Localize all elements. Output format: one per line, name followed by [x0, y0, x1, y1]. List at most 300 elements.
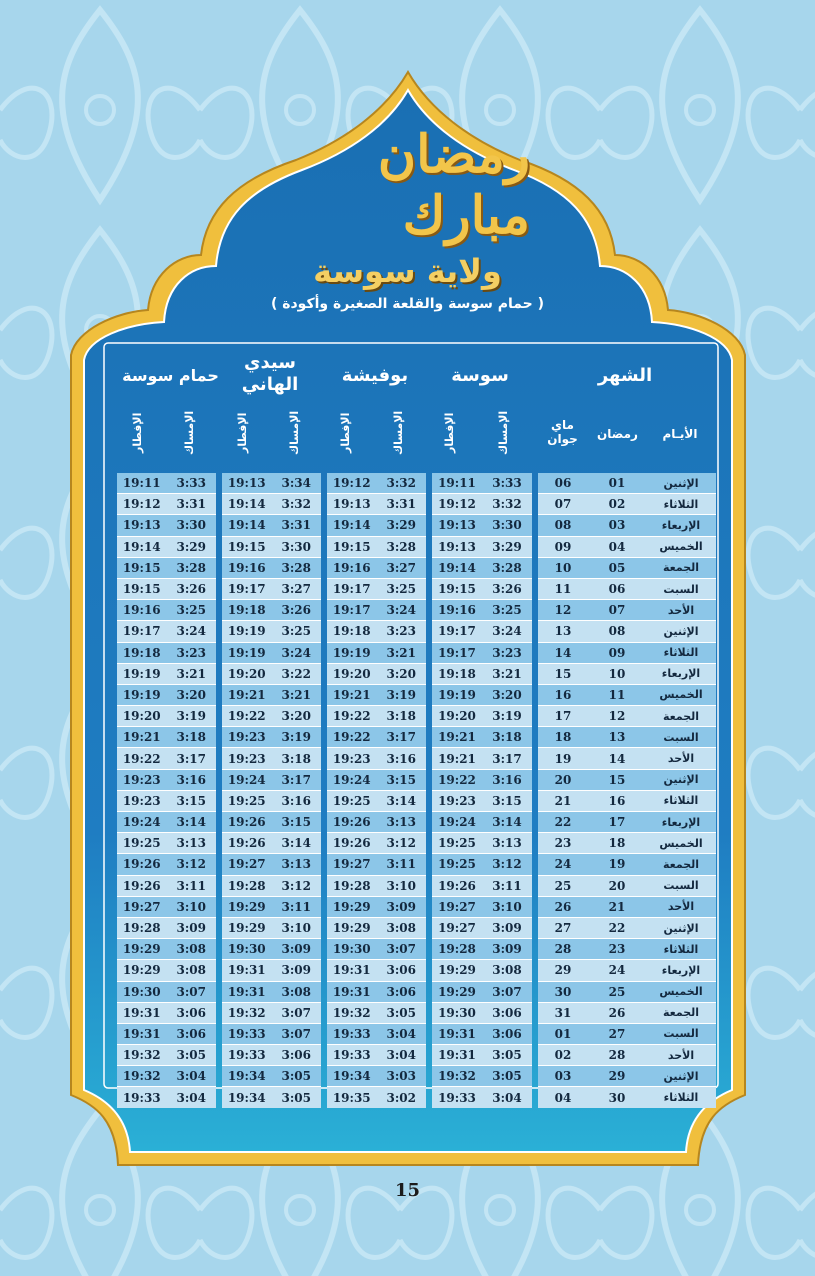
- table-row: [117, 514, 216, 535]
- imsak-cell: 3:09: [492, 921, 522, 936]
- iftar-cell: 19:26: [122, 878, 161, 893]
- table-row: [432, 578, 532, 599]
- table-row: [432, 811, 532, 832]
- imsak-cell: 3:11: [176, 878, 206, 893]
- iftar-cell: 19:23: [227, 730, 266, 745]
- iftar-cell: 19:17: [227, 582, 266, 597]
- imsak-cell: 3:32: [281, 497, 311, 512]
- table-row: [117, 981, 216, 1002]
- gregorian-day-cell: 25: [554, 878, 572, 893]
- imsak-cell: 3:07: [386, 942, 416, 957]
- ramadan-day-cell: 23: [608, 942, 626, 957]
- day-name-cell: الإثنين: [663, 921, 699, 935]
- table-row: [327, 917, 426, 938]
- table-row: [432, 473, 532, 493]
- iftar-cell: 19:16: [332, 560, 371, 575]
- table-row: [222, 959, 321, 980]
- iftar-cell: 19:27: [122, 899, 161, 914]
- iftar-cell: 19:26: [122, 857, 161, 872]
- day-name-cell: الخميس: [659, 688, 703, 702]
- imsak-cell: 3:08: [176, 963, 206, 978]
- table-row: [538, 875, 716, 896]
- imsak-cell: 3:05: [281, 1090, 311, 1105]
- iftar-cell: 19:28: [438, 942, 476, 957]
- iftar-cell: 19:35: [332, 1090, 371, 1105]
- table-row: [222, 578, 321, 599]
- table-row: [327, 811, 426, 832]
- imsak-cell: 3:28: [386, 539, 416, 554]
- imsak-cell: 3:13: [281, 857, 311, 872]
- table-row: [117, 599, 216, 620]
- imsak-cell: 3:05: [281, 1069, 311, 1084]
- gregorian-day-cell: 28: [554, 942, 572, 957]
- table-row: [432, 769, 532, 790]
- imsak-cell: 3:10: [386, 878, 416, 893]
- header-bouficha: بوفيشة: [341, 365, 409, 386]
- table-row: [432, 1002, 532, 1023]
- table-row: [432, 1044, 532, 1065]
- iftar-cell: 19:15: [122, 560, 161, 575]
- iftar-cell: 19:29: [332, 921, 371, 936]
- day-name-cell: الأحد: [667, 603, 695, 617]
- page-title: ولاية سوسة: [313, 252, 502, 290]
- table-row: [538, 663, 716, 684]
- iftar-cell: 19:31: [122, 1005, 161, 1020]
- iftar-cell: 19:21: [438, 751, 476, 766]
- subheader-ramadan: رمضان: [597, 427, 638, 441]
- table-row: [432, 557, 532, 578]
- iftar-cell: 19:32: [122, 1069, 161, 1084]
- table-row: [327, 557, 426, 578]
- imsak-cell: 3:21: [176, 666, 206, 681]
- imsak-cell: 3:19: [492, 709, 522, 724]
- subheader-may: ماي: [551, 418, 574, 432]
- table-row: [538, 959, 716, 980]
- table-row: [538, 493, 716, 514]
- imsak-cell: 3:17: [281, 772, 311, 787]
- imsak-cell: 3:09: [281, 963, 311, 978]
- day-name-cell: الثلاثاء: [663, 1091, 699, 1105]
- imsak-cell: 3:11: [386, 857, 416, 872]
- imsak-cell: 3:07: [281, 1026, 311, 1041]
- table-row: [222, 853, 321, 874]
- table-row: [432, 832, 532, 853]
- table-row: [222, 705, 321, 726]
- subheader-sidi-imsak: الإمساك: [288, 410, 301, 456]
- iftar-cell: 19:20: [227, 666, 266, 681]
- day-name-cell: الجمعة: [662, 561, 700, 575]
- gregorian-day-cell: 18: [554, 730, 572, 745]
- table-row: [222, 811, 321, 832]
- table-row: [432, 1086, 532, 1107]
- imsak-cell: 3:24: [281, 645, 311, 660]
- iftar-cell: 19:14: [227, 518, 266, 533]
- table-row: [538, 514, 716, 535]
- table-row: [222, 1086, 321, 1107]
- imsak-cell: 3:12: [492, 857, 522, 872]
- table-row: [432, 663, 532, 684]
- table-row: [117, 620, 216, 641]
- imsak-cell: 3:04: [176, 1090, 206, 1105]
- day-name-cell: الإربعاء: [661, 518, 701, 532]
- table-row: [222, 620, 321, 641]
- imsak-cell: 3:18: [176, 730, 206, 745]
- table-row: [432, 642, 532, 663]
- table-row: [432, 493, 532, 514]
- table-row: [327, 536, 426, 557]
- table-row: [327, 938, 426, 959]
- table-sousse: [432, 473, 532, 1108]
- ramadan-day-cell: 15: [608, 772, 626, 787]
- imsak-cell: 3:22: [281, 666, 311, 681]
- table-row: [327, 1065, 426, 1086]
- iftar-cell: 19:23: [438, 793, 476, 808]
- iftar-cell: 19:30: [122, 984, 161, 999]
- iftar-cell: 19:34: [332, 1069, 371, 1084]
- imsak-cell: 3:17: [386, 730, 416, 745]
- imsak-cell: 3:23: [492, 645, 522, 660]
- table-row: [222, 684, 321, 705]
- iftar-cell: 19:15: [122, 582, 161, 597]
- imsak-cell: 3:15: [281, 815, 311, 830]
- imsak-cell: 3:33: [492, 476, 522, 491]
- imsak-cell: 3:09: [281, 942, 311, 957]
- imsak-cell: 3:19: [386, 687, 416, 702]
- imsak-cell: 3:33: [176, 476, 206, 491]
- table-row: [538, 705, 716, 726]
- subheader-sousse-imsak: الإمساك: [497, 410, 510, 456]
- imsak-cell: 3:20: [386, 666, 416, 681]
- iftar-cell: 19:26: [438, 878, 476, 893]
- iftar-cell: 19:26: [227, 815, 266, 830]
- iftar-cell: 19:14: [122, 539, 161, 554]
- table-row: [117, 959, 216, 980]
- iftar-cell: 19:27: [227, 857, 266, 872]
- imsak-cell: 3:05: [386, 1005, 416, 1020]
- iftar-cell: 19:25: [122, 836, 161, 851]
- imsak-cell: 3:24: [492, 624, 522, 639]
- iftar-cell: 19:29: [122, 942, 161, 957]
- iftar-cell: 19:31: [438, 1048, 476, 1063]
- ramadan-day-cell: 11: [608, 687, 626, 702]
- table-row: [432, 599, 532, 620]
- imsak-cell: 3:18: [492, 730, 522, 745]
- imsak-cell: 3:26: [492, 582, 522, 597]
- ramadan-day-cell: 27: [608, 1026, 626, 1041]
- subheader-bouficha-iftar: الإفطار: [339, 412, 352, 454]
- imsak-cell: 3:06: [281, 1048, 311, 1063]
- table-row: [327, 981, 426, 1002]
- iftar-cell: 19:18: [438, 666, 476, 681]
- table-row: [327, 1023, 426, 1044]
- imsak-cell: 3:21: [281, 687, 311, 702]
- ramadan-day-cell: 16: [608, 793, 626, 808]
- imsak-cell: 3:30: [492, 518, 522, 533]
- table-row: [538, 811, 716, 832]
- day-name-cell: الأحد: [667, 1048, 695, 1062]
- imsak-cell: 3:29: [492, 539, 522, 554]
- ramadan-day-cell: 12: [608, 709, 626, 724]
- iftar-cell: 19:30: [332, 942, 371, 957]
- table-row: [117, 705, 216, 726]
- table-row: [538, 642, 716, 663]
- iftar-cell: 19:23: [332, 751, 371, 766]
- day-name-cell: السبت: [663, 879, 699, 893]
- iftar-cell: 19:14: [438, 560, 476, 575]
- table-row: [117, 1065, 216, 1086]
- imsak-cell: 3:04: [386, 1026, 416, 1041]
- table-row: [538, 726, 716, 747]
- header-month: الشهر: [597, 365, 653, 386]
- imsak-cell: 3:08: [281, 984, 311, 999]
- day-name-cell: الخميس: [659, 540, 703, 554]
- table-row: [538, 747, 716, 768]
- table-row: [538, 981, 716, 1002]
- day-name-cell: الإربعاء: [661, 815, 701, 829]
- table-row: [117, 493, 216, 514]
- imsak-cell: 3:19: [281, 730, 311, 745]
- day-name-cell: الأحد: [667, 900, 695, 914]
- table-row: [117, 684, 216, 705]
- ramadan-day-cell: 28: [608, 1048, 626, 1063]
- subheader-may-june: [540, 418, 585, 446]
- gregorian-day-cell: 01: [554, 1026, 572, 1041]
- table-row: [222, 938, 321, 959]
- imsak-cell: 3:34: [281, 476, 311, 491]
- iftar-cell: 19:15: [438, 582, 476, 597]
- table-row: [117, 1023, 216, 1044]
- imsak-cell: 3:17: [176, 751, 206, 766]
- imsak-cell: 3:19: [176, 709, 206, 724]
- gregorian-day-cell: 02: [554, 1048, 572, 1063]
- imsak-cell: 3:05: [492, 1048, 522, 1063]
- ramadan-day-cell: 10: [608, 666, 626, 681]
- iftar-cell: 19:34: [227, 1090, 266, 1105]
- table-row: [117, 769, 216, 790]
- gregorian-day-cell: 31: [554, 1005, 572, 1020]
- iftar-cell: 19:28: [122, 921, 161, 936]
- iftar-cell: 19:29: [438, 984, 476, 999]
- imsak-cell: 3:03: [386, 1069, 416, 1084]
- iftar-cell: 19:25: [227, 793, 266, 808]
- imsak-cell: 3:02: [386, 1090, 416, 1105]
- ramadan-day-cell: 04: [608, 539, 626, 554]
- iftar-cell: 19:26: [332, 836, 371, 851]
- table-row: [538, 620, 716, 641]
- iftar-cell: 19:21: [122, 730, 161, 745]
- iftar-cell: 19:27: [438, 921, 476, 936]
- imsak-cell: 3:04: [386, 1048, 416, 1063]
- day-name-cell: السبت: [663, 1027, 699, 1041]
- day-name-cell: الأحد: [667, 752, 695, 766]
- table-row: [538, 684, 716, 705]
- iftar-cell: 19:25: [438, 857, 476, 872]
- iftar-cell: 19:21: [438, 730, 476, 745]
- table-row: [432, 896, 532, 917]
- imsak-cell: 3:32: [386, 476, 416, 491]
- iftar-cell: 19:16: [438, 603, 476, 618]
- imsak-cell: 3:13: [492, 836, 522, 851]
- iftar-cell: 19:19: [332, 645, 371, 660]
- day-name-cell: الثلاثاء: [663, 942, 699, 956]
- imsak-cell: 3:20: [281, 709, 311, 724]
- subheader-bouficha-imsak: الإمساك: [392, 410, 405, 456]
- table-row: [538, 790, 716, 811]
- iftar-cell: 19:29: [332, 899, 371, 914]
- iftar-cell: 19:29: [227, 899, 266, 914]
- iftar-cell: 19:19: [122, 666, 161, 681]
- table-row: [327, 578, 426, 599]
- imsak-cell: 3:28: [281, 560, 311, 575]
- imsak-cell: 3:06: [176, 1026, 206, 1041]
- table-row: [538, 832, 716, 853]
- imsak-cell: 3:15: [176, 793, 206, 808]
- table-row: [117, 875, 216, 896]
- gregorian-day-cell: 11: [554, 582, 572, 597]
- iftar-cell: 19:30: [227, 942, 266, 957]
- iftar-cell: 19:14: [332, 518, 371, 533]
- iftar-cell: 19:34: [227, 1069, 266, 1084]
- table-row: [222, 726, 321, 747]
- gregorian-day-cell: 23: [554, 836, 572, 851]
- day-name-cell: الإربعاء: [661, 667, 701, 681]
- imsak-cell: 3:28: [176, 560, 206, 575]
- table-row: [538, 1023, 716, 1044]
- imsak-cell: 3:09: [386, 899, 416, 914]
- iftar-cell: 19:11: [438, 476, 476, 491]
- table-row: [222, 493, 321, 514]
- table-row: [538, 557, 716, 578]
- subheader-sidi-iftar: الإفطار: [236, 412, 249, 454]
- iftar-cell: 19:24: [122, 815, 161, 830]
- header-sousse: سوسة: [451, 365, 509, 386]
- ramadan-day-cell: 24: [608, 963, 626, 978]
- iftar-cell: 19:24: [227, 772, 266, 787]
- iftar-cell: 19:32: [332, 1005, 371, 1020]
- iftar-cell: 19:15: [332, 539, 371, 554]
- iftar-cell: 19:19: [438, 687, 476, 702]
- imsak-cell: 3:12: [281, 878, 311, 893]
- imsak-cell: 3:10: [176, 899, 206, 914]
- gregorian-day-cell: 03: [554, 1069, 572, 1084]
- imsak-cell: 3:10: [281, 921, 311, 936]
- gregorian-day-cell: 27: [554, 921, 572, 936]
- table-row: [222, 917, 321, 938]
- gregorian-day-cell: 09: [554, 539, 572, 554]
- imsak-cell: 3:29: [176, 539, 206, 554]
- iftar-cell: 19:33: [227, 1048, 266, 1063]
- ramadan-day-cell: 05: [608, 560, 626, 575]
- imsak-cell: 3:25: [492, 603, 522, 618]
- table-row: [432, 981, 532, 1002]
- imsak-cell: 3:26: [176, 582, 206, 597]
- ramadan-mubarak-calligraphy: رمضان مبارك: [377, 124, 530, 246]
- iftar-cell: 19:21: [332, 687, 371, 702]
- iftar-cell: 19:32: [438, 1069, 476, 1084]
- imsak-cell: 3:06: [492, 1026, 522, 1041]
- imsak-cell: 3:16: [492, 772, 522, 787]
- iftar-cell: 19:29: [122, 963, 161, 978]
- iftar-cell: 19:12: [332, 476, 371, 491]
- header-sidi-el-hani: [225, 352, 315, 396]
- ramadan-day-cell: 17: [608, 815, 626, 830]
- iftar-cell: 19:31: [438, 1026, 476, 1041]
- imsak-cell: 3:25: [176, 603, 206, 618]
- table-row: [327, 620, 426, 641]
- imsak-cell: 3:31: [281, 518, 311, 533]
- table-row: [432, 536, 532, 557]
- page-subtitle: ( حمام سوسة والقلعة الصغيرة وأكودة ): [270, 296, 545, 312]
- imsak-cell: 3:20: [176, 687, 206, 702]
- iftar-cell: 19:32: [227, 1005, 266, 1020]
- table-row: [222, 514, 321, 535]
- imsak-cell: 3:15: [492, 793, 522, 808]
- table-row: [222, 832, 321, 853]
- imsak-cell: 3:16: [281, 793, 311, 808]
- table-row: [222, 642, 321, 663]
- imsak-cell: 3:07: [492, 984, 522, 999]
- table-row: [432, 917, 532, 938]
- iftar-cell: 19:27: [438, 899, 476, 914]
- iftar-cell: 19:22: [438, 772, 476, 787]
- table-row: [117, 642, 216, 663]
- imsak-cell: 3:27: [386, 560, 416, 575]
- imsak-cell: 3:09: [176, 921, 206, 936]
- iftar-cell: 19:24: [332, 772, 371, 787]
- iftar-cell: 19:22: [227, 709, 266, 724]
- table-row: [327, 896, 426, 917]
- table-bouficha: [327, 473, 426, 1108]
- day-name-cell: الإثنين: [663, 624, 699, 638]
- imsak-cell: 3:25: [386, 582, 416, 597]
- imsak-cell: 3:11: [492, 878, 522, 893]
- ramadan-day-cell: 25: [608, 984, 626, 999]
- table-row: [222, 790, 321, 811]
- iftar-cell: 19:20: [438, 709, 476, 724]
- table-row: [432, 875, 532, 896]
- gregorian-day-cell: 08: [554, 518, 572, 533]
- ramadan-day-cell: 30: [608, 1090, 626, 1105]
- gregorian-day-cell: 07: [554, 497, 572, 512]
- gregorian-day-cell: 26: [554, 899, 572, 914]
- iftar-cell: 19:29: [227, 921, 266, 936]
- iftar-cell: 19:18: [332, 624, 371, 639]
- imsak-cell: 3:14: [176, 815, 206, 830]
- table-row: [117, 536, 216, 557]
- table-row: [432, 620, 532, 641]
- table-row: [327, 1002, 426, 1023]
- iftar-cell: 19:22: [122, 751, 161, 766]
- ramadan-day-cell: 03: [608, 518, 626, 533]
- table-row: [117, 1044, 216, 1065]
- iftar-cell: 19:25: [438, 836, 476, 851]
- day-name-cell: الخميس: [659, 836, 703, 850]
- day-name-cell: الخميس: [659, 985, 703, 999]
- table-row: [327, 875, 426, 896]
- day-name-cell: الجمعة: [662, 1006, 700, 1020]
- iftar-cell: 19:30: [438, 1005, 476, 1020]
- gregorian-day-cell: 10: [554, 560, 572, 575]
- table-row: [117, 938, 216, 959]
- imsak-cell: 3:05: [176, 1048, 206, 1063]
- iftar-cell: 19:18: [227, 603, 266, 618]
- table-row: [432, 938, 532, 959]
- table-row: [117, 578, 216, 599]
- table-row: [222, 1044, 321, 1065]
- ramadan-day-cell: 01: [608, 476, 626, 491]
- iftar-cell: 19:33: [227, 1026, 266, 1041]
- gregorian-day-cell: 22: [554, 815, 572, 830]
